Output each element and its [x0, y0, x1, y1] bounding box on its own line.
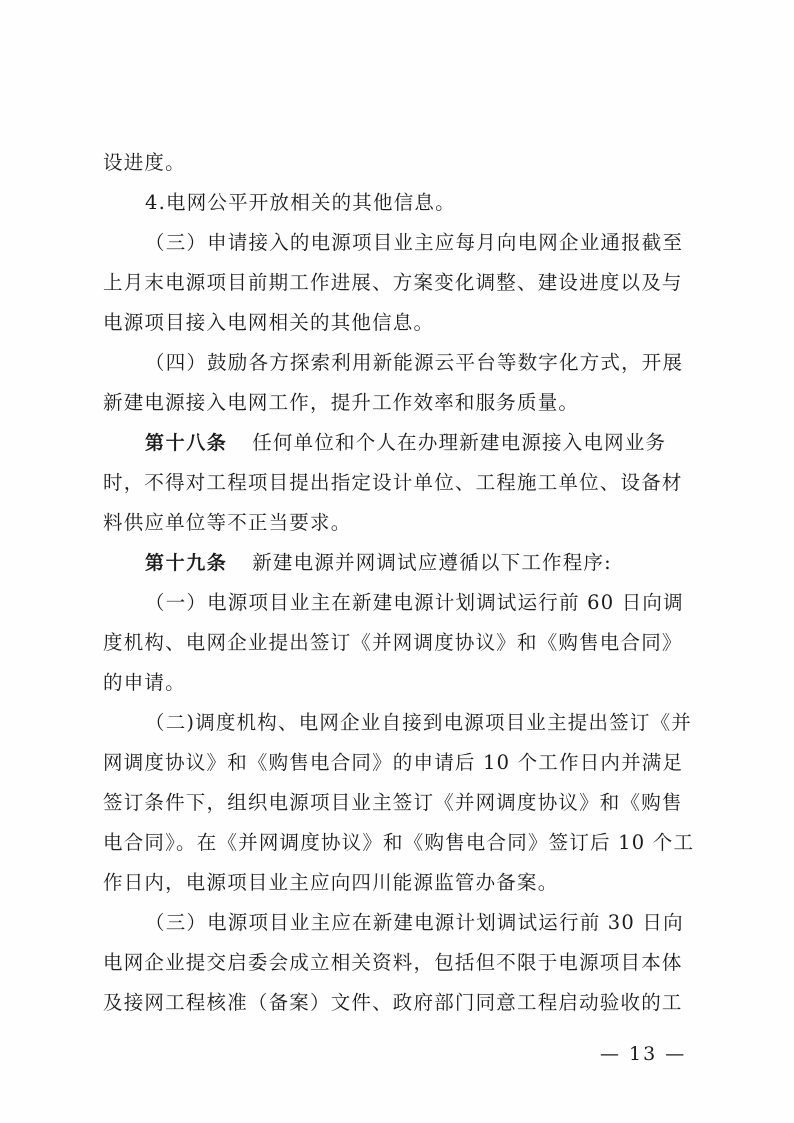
line-text: 时，不得对工程项目提出指定设计单位、工程施工单位、设备材	[103, 471, 683, 494]
text-line	[103, 263, 683, 303]
line-text: 网调度协议》和《购售电合同》的申请后 10 个工作日内并满足	[103, 751, 684, 774]
text-line	[103, 943, 683, 983]
text-line	[103, 783, 683, 823]
text-line	[103, 503, 351, 543]
line-text: 的申请。	[103, 671, 186, 694]
line-text: （一）电源项目业主在新建电源计划调试运行前 60 日向调	[145, 591, 684, 614]
line-text: 4.电网公平开放相关的其他信息。	[145, 191, 456, 214]
text-line	[103, 743, 683, 783]
text-line	[103, 623, 683, 663]
text-line	[145, 343, 683, 383]
text-line	[103, 463, 683, 503]
line-text: 上月末电源项目前期工作进展、方案变化调整、建设进度以及与	[103, 271, 683, 294]
line-text: 设进度。	[103, 151, 186, 174]
text-line	[145, 703, 692, 743]
line-text: 及接网工程核准（备案）文件、政府部门同意工程启动验收的工	[103, 991, 683, 1014]
line-text: （三）电源项目业主应在新建电源计划调试运行前 30 日向	[145, 911, 684, 934]
text-line	[103, 863, 558, 903]
text-line	[103, 983, 683, 1023]
line-text: （四）鼓励各方探索利用新能源云平台等数字化方式，开展	[145, 351, 684, 374]
text-line	[103, 823, 694, 863]
line-text: 新建电源并网调试应遵循以下工作程序:	[252, 551, 612, 574]
article-title: 第十九条	[145, 552, 228, 574]
text-line	[103, 303, 434, 343]
text-line	[145, 183, 456, 223]
line-text: 新建电源接入电网工作，提升工作效率和服务质量。	[103, 391, 580, 414]
line-text: 度机构、电网企业提出签订《并网调度协议》和《购售电合同》	[103, 631, 683, 654]
page-number: — 13 —	[600, 1043, 687, 1065]
text-line	[145, 903, 684, 943]
text-line	[103, 383, 579, 423]
line-text: （二)调度机构、电网企业自接到电源项目业主提出签订《并	[145, 711, 693, 734]
text-line	[103, 143, 186, 183]
line-text: 料供应单位等不正当要求。	[103, 511, 352, 534]
line-text: （三）申请接入的电源项目业主应每月向电网企业通报截至	[145, 231, 684, 254]
article-heading-line	[145, 543, 612, 583]
text-line	[145, 583, 684, 623]
article-title: 第十八条	[145, 432, 228, 454]
line-text: 签订条件下，组织电源项目业主签订《并网调度协议》和《购售	[103, 791, 683, 814]
text-line	[103, 663, 186, 703]
line-text: 电网企业提交启委会成立相关资料，包括但不限于电源项目本体	[103, 951, 683, 974]
line-text: 电合同》。在《并网调度协议》和《购售电合同》签订后 10 个工	[103, 831, 695, 854]
line-text: 作日内，电源项目业主应向四川能源监管办备案。	[103, 871, 559, 894]
line-text: 电源项目接入电网相关的其他信息。	[103, 311, 435, 334]
article-heading-line	[145, 423, 666, 463]
line-text: 任何单位和个人在办理新建电源接入电网业务	[252, 431, 667, 454]
text-line	[145, 223, 683, 263]
